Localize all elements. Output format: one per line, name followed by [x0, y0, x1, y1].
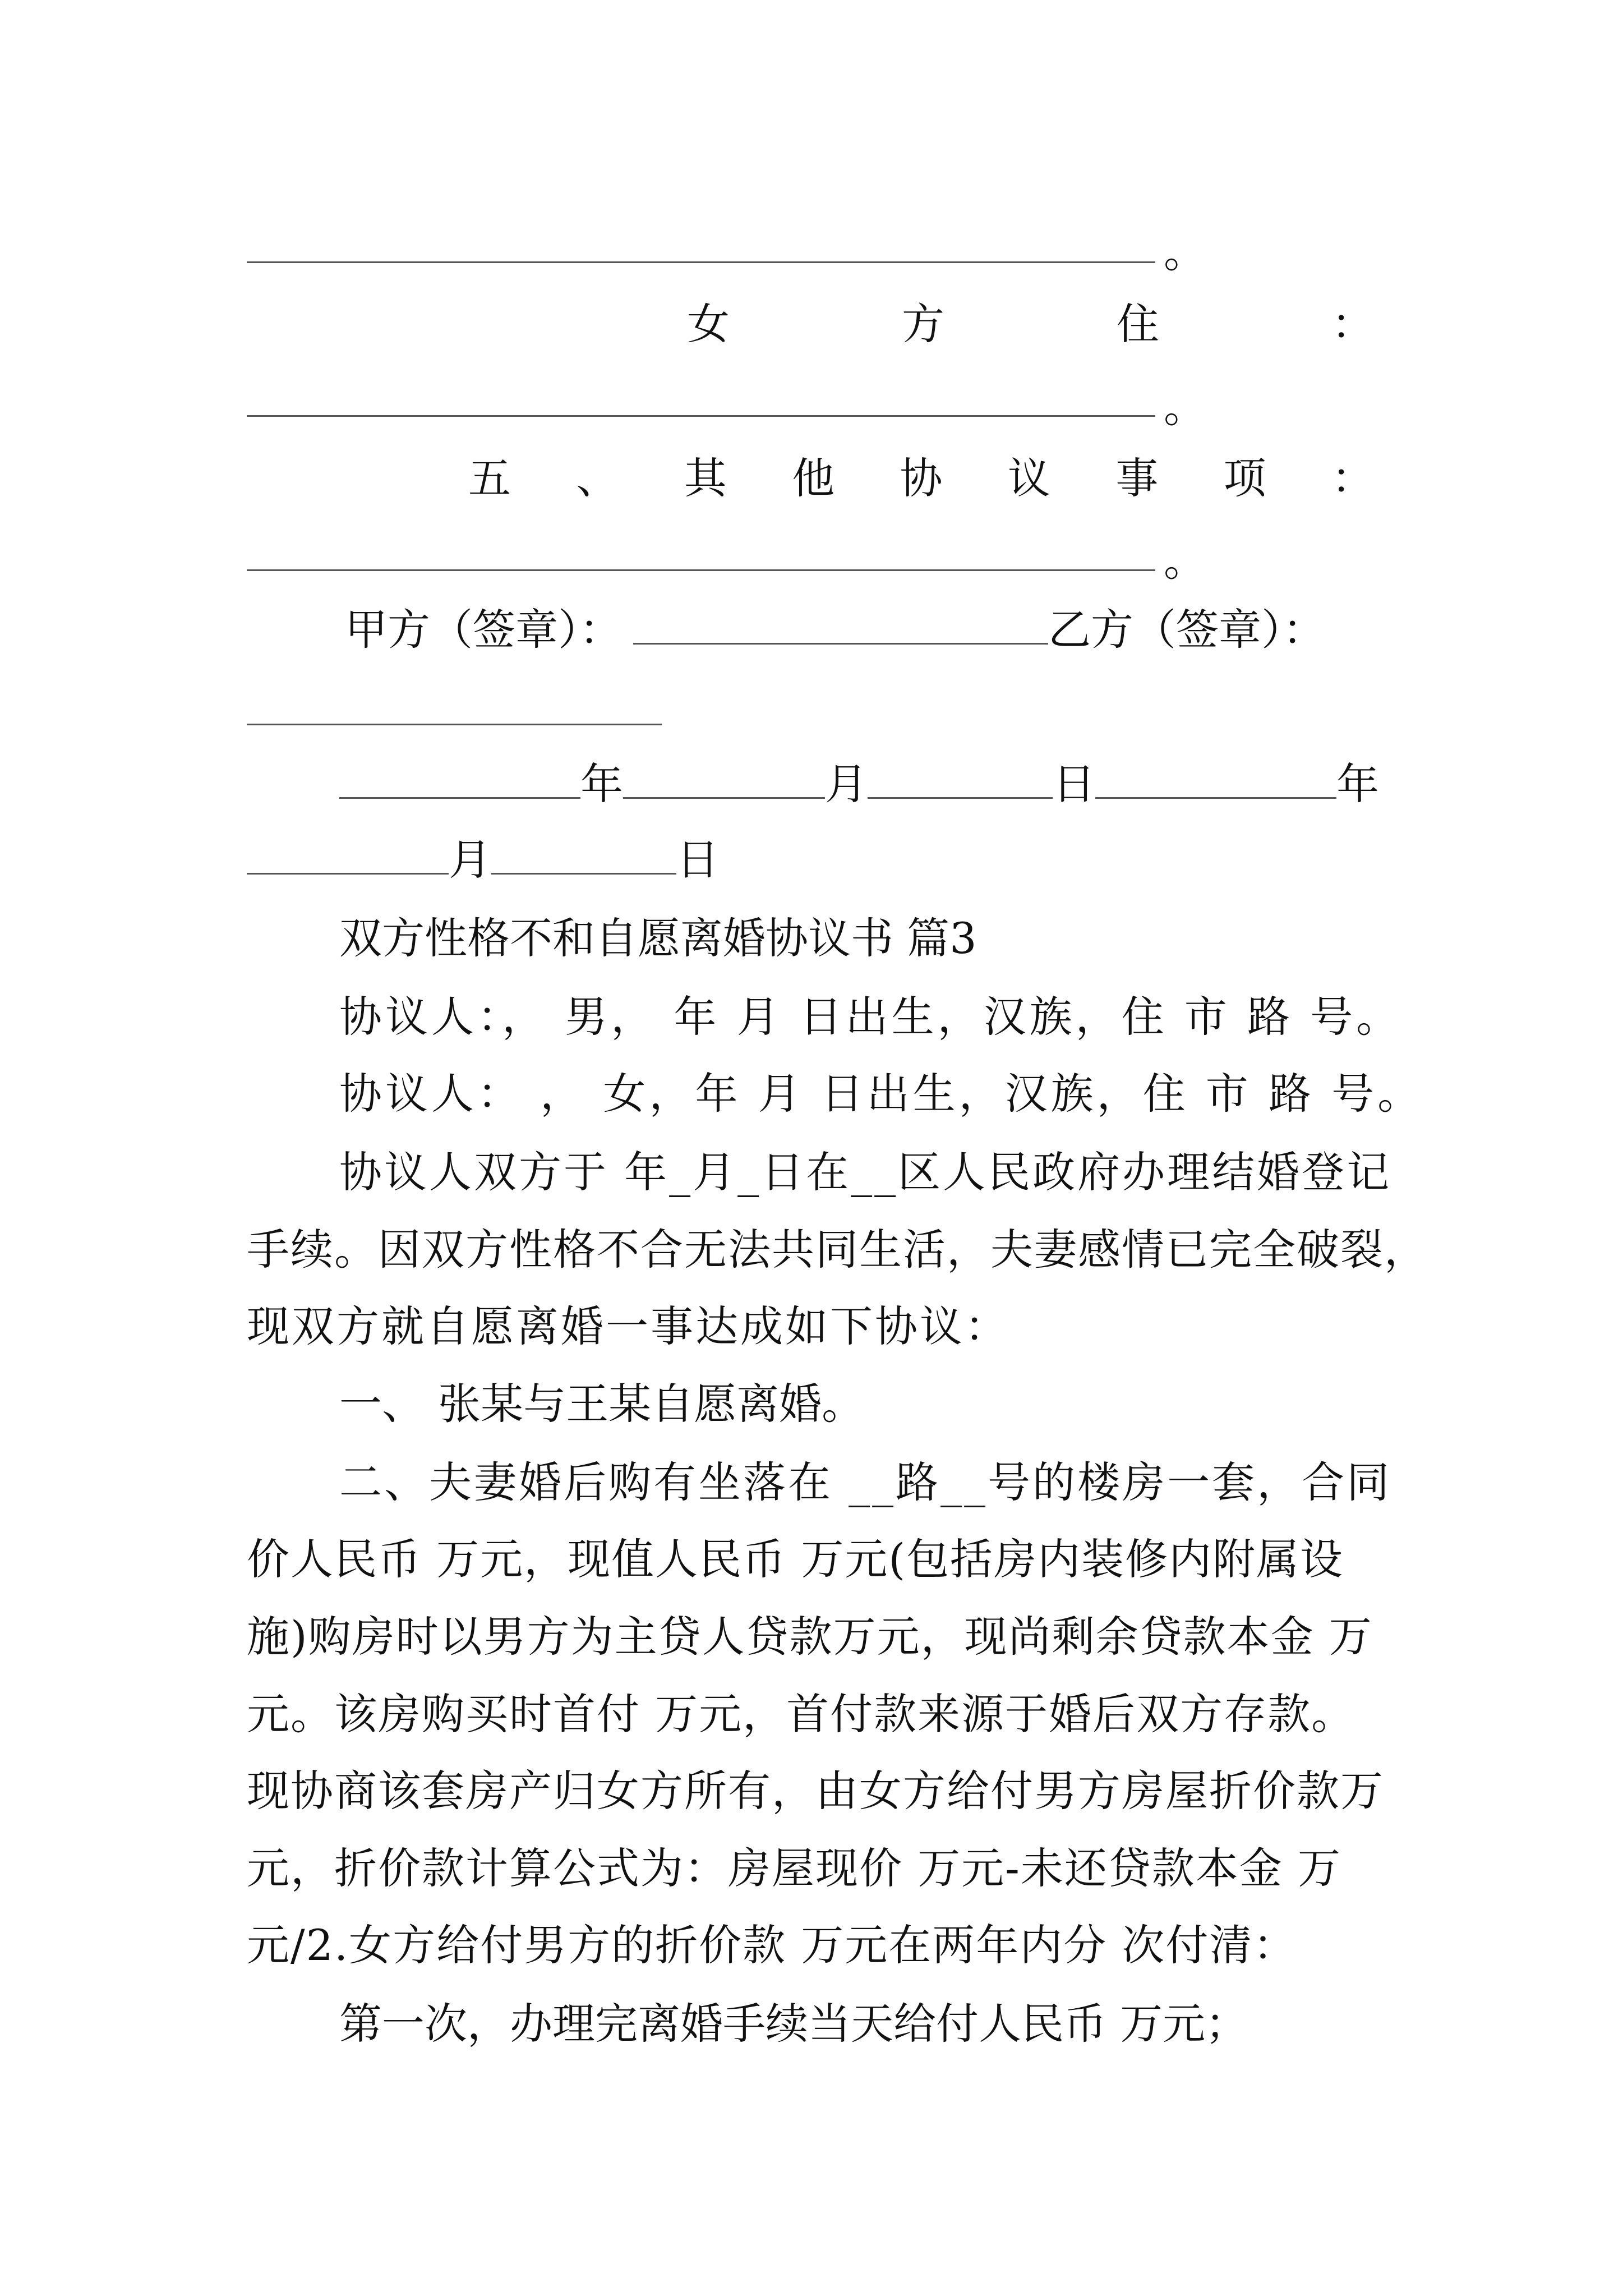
label-char: ：: [1331, 299, 1374, 349]
date-row: [247, 835, 1391, 885]
year-label: 年: [1336, 759, 1379, 809]
day-label: 日: [1053, 759, 1095, 809]
label-char: 住: [1117, 299, 1159, 349]
heading-char: 其: [684, 453, 727, 503]
day-blank: [491, 840, 676, 875]
blank-line: [247, 415, 1155, 417]
heading-char: 事: [1115, 453, 1159, 503]
label-char: 方: [902, 299, 944, 349]
intro-line: 手续。因双方性格不合无法共同生活，夫妻感情已完全破裂，: [247, 1225, 1428, 1274]
party-a-signature-label: 甲方（签章）：: [345, 605, 622, 655]
agreement-item-2-line: 现协商该套房产归女方所有，由女方给付男方房屋折价款万: [247, 1766, 1384, 1816]
first-payment-line: 第一次，办理完离婚手续当天给付人民币 万元；: [339, 1999, 1248, 2049]
section-5-heading: [468, 453, 1374, 503]
heading-char: ：: [1331, 453, 1374, 503]
period-mark: 。: [1164, 382, 1206, 432]
heading-char: 五: [468, 453, 511, 503]
blank-line: [247, 569, 1155, 571]
period-mark: 。: [1164, 536, 1206, 586]
agreement-item-2-line: 元。该房购买时首付 万元，首付款来源于婚后双方存款。: [247, 1689, 1355, 1739]
party-a-signature-blank: [633, 610, 1048, 645]
agreement-item-2-line: 元/2.女方给付男方的折价款 万元在两年内分 次付清：: [247, 1920, 1297, 1970]
blank-line: [247, 261, 1155, 263]
period-mark: 。: [1164, 227, 1206, 277]
agreement-item-2-line: 施)购房时以男方为主贷人贷款万元，现尚剩余贷款本金 万: [247, 1612, 1373, 1662]
month-blank: [623, 765, 825, 799]
year-blank: [339, 765, 580, 799]
date-row: [339, 759, 1483, 809]
party-b-signature-blank: [247, 724, 662, 725]
signature-row: [345, 605, 1489, 655]
heading-char: 他: [792, 453, 835, 503]
section-title: 双方性格不和自愿离婚协议书 篇3: [339, 913, 977, 963]
agreement-item-1: 一、 张某与王某自愿离婚。: [339, 1379, 865, 1429]
month-label: 月: [825, 759, 868, 809]
agreement-item-2-line: 二、夫妻婚后购有坐落在 __路__号的楼房一套，合同: [339, 1457, 1392, 1507]
heading-char: 、: [576, 453, 619, 503]
agreement-item-2-line: 元，折价款计算公式为：房屋现价 万元-未还贷款本金 万: [247, 1843, 1341, 1893]
day-label: 日: [676, 835, 719, 885]
party-2: 协议人： ， 女，年 月 日出生，汉族，住 市 路 号。: [339, 1069, 1424, 1119]
year-label: 年: [580, 759, 623, 809]
party-b-signature-label: 乙方（签章）：: [1048, 605, 1325, 655]
heading-char: 项: [1223, 453, 1266, 503]
female-address-label: [687, 299, 1374, 349]
heading-char: 协: [900, 453, 943, 503]
day-blank: [868, 765, 1053, 799]
year-blank: [1095, 765, 1336, 799]
intro-line: 现双方就自愿离婚一事达成如下协议：: [247, 1301, 1009, 1351]
month-label: 月: [449, 835, 491, 885]
intro-line: 协议人双方于 年_月_日在__区人民政府办理结婚登记: [339, 1147, 1392, 1197]
heading-char: 议: [1007, 453, 1050, 503]
agreement-item-2-line: 价人民币 万元，现值人民币 万元(包括房内装修内附属设: [247, 1534, 1344, 1584]
party-1: 协议人：， 男， 年 月 日出生，汉族，住 市 路 号。: [339, 992, 1403, 1042]
label-char: 女: [687, 299, 730, 349]
month-blank: [247, 840, 449, 875]
